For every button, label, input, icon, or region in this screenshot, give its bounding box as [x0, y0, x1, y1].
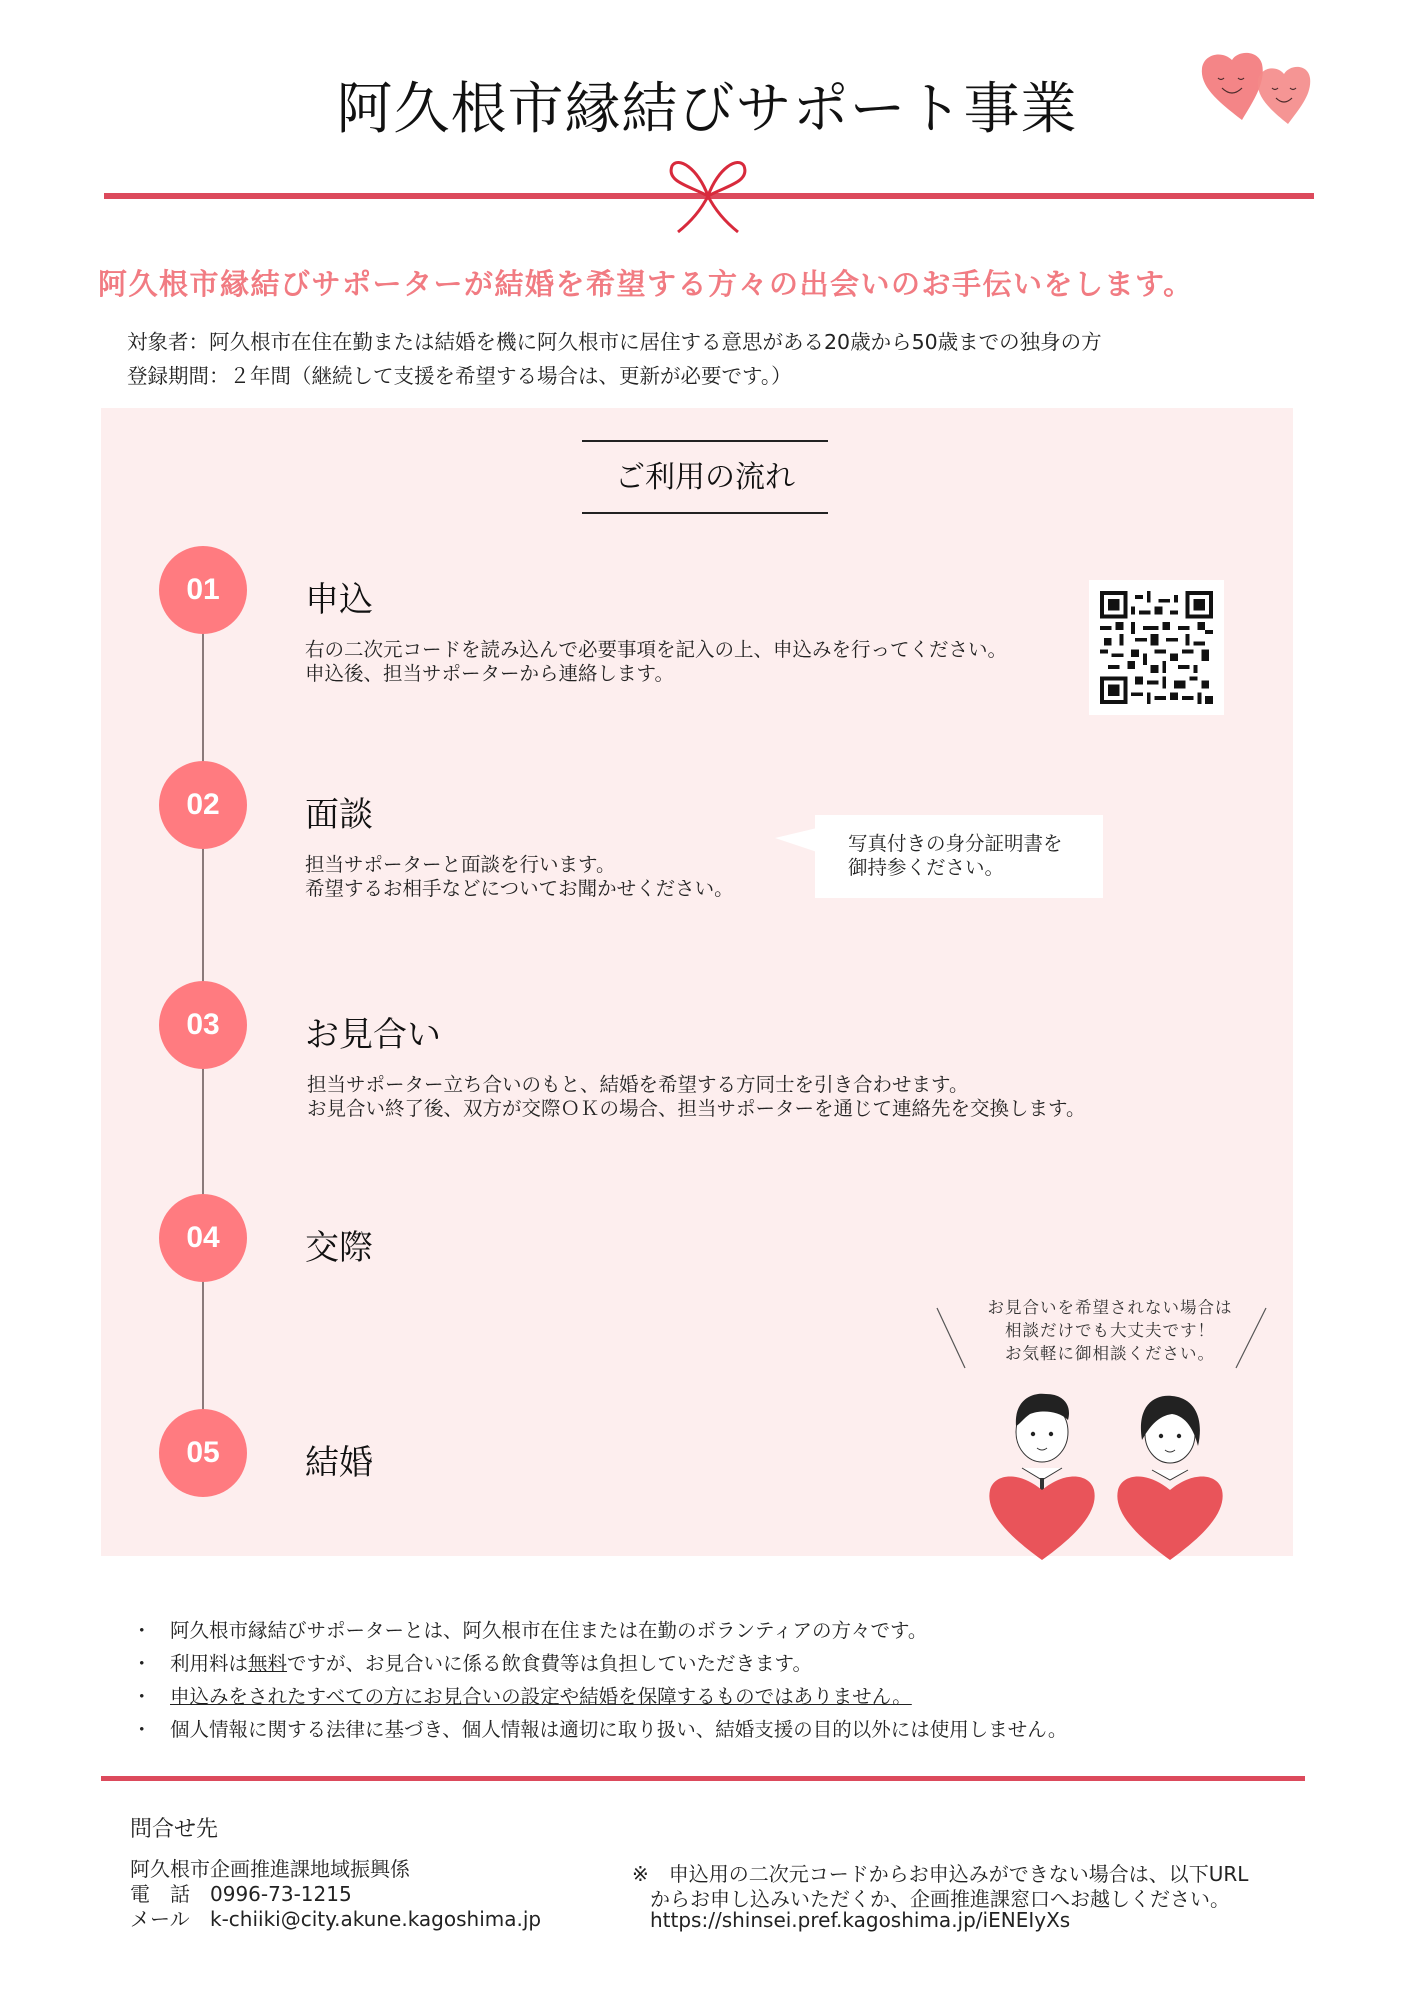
contact-phone: 電 話 0996-73-1215 [130, 1882, 352, 1906]
step-title: 面談 [305, 795, 373, 835]
step-title: お見合い [305, 1015, 441, 1055]
id-callout-text: 写真付きの身分証明書を 御持参ください。 [848, 832, 1063, 879]
step-title: 申込 [305, 580, 373, 620]
footer-divider [101, 1776, 1305, 1781]
ribbon-bow-icon [660, 160, 756, 240]
step-number-badge: 04 [159, 1194, 247, 1282]
lead-text: 阿久根市縁結びサポーターが結婚を希望する方々の出会いのお手伝いをします。 [98, 267, 1194, 301]
eligibility-target: 対象者：阿久根市在住在勤または結婚を機に阿久根市に居住する意思がある20歳から50歳までの独身の方 [127, 330, 1102, 354]
contact-office: 阿久根市企画推進課地域振興係 [130, 1857, 410, 1881]
remark-line: からお申し込みいただくか、企画推進課窓口へお越しください。 [650, 1887, 1230, 1911]
phone-number[interactable]: 0996-73-1215 [210, 1882, 352, 1906]
page-title: 阿久根市縁結びサポート事業 [336, 77, 1078, 142]
step-number-badge: 05 [159, 1409, 247, 1497]
step-title: 結婚 [305, 1443, 373, 1483]
step-body: 右の二次元コードを読み込んで必要事項を記入の上、申込みを行ってください。 申込後、担当サポーターから連絡します。 [305, 638, 1008, 685]
step-body: 担当サポーター立ち合いのもと、結婚を希望する方同士を引き合わせます。 お見合い終了後、双方が交際ＯＫの場合、担当サポーターを通じて連絡先を交換します。 [307, 1073, 1086, 1120]
smiling-hearts-icon [1196, 48, 1326, 128]
free-emphasis: 無料 [248, 1652, 288, 1675]
flow-heading: ご利用の流れ [615, 460, 795, 495]
contact-email: メール k-chiiki@city.akune.kagoshima.jp [130, 1907, 542, 1931]
step-body: 担当サポーターと面談を行います。 希望するお相手などについてお聞かせください。 [305, 853, 734, 900]
step-title: 交際 [305, 1228, 373, 1268]
step-number-badge: 03 [159, 981, 247, 1069]
consultation-caption: お見合いを希望されない場合は 相談だけでも大丈夫です！ お気軽に御相談ください。 [987, 1298, 1233, 1363]
step-number-badge: 01 [159, 546, 247, 634]
registration-period: 登録期間：２年間（継続して支援を希望する場合は、更新が必要です。） [127, 364, 792, 388]
flow-heading-rule-bottom [582, 512, 828, 514]
flow-heading-rule-top [582, 440, 828, 442]
step-number-badge: 02 [159, 761, 247, 849]
qr-code-icon[interactable] [1089, 580, 1224, 715]
couple-holding-hearts-illustration [960, 1380, 1250, 1570]
contact-heading: 問合せ先 [130, 1817, 219, 1842]
remark-line: ※ 申込用の二次元コードからお申込みができない場合は、以下URL [632, 1862, 1249, 1886]
application-url-link[interactable]: https://shinsei.pref.kagoshima.jp/iENEIyXs [650, 1908, 1071, 1932]
callout-tail [775, 828, 817, 852]
email-link[interactable]: k-chiiki@city.akune.kagoshima.jp [210, 1907, 542, 1931]
